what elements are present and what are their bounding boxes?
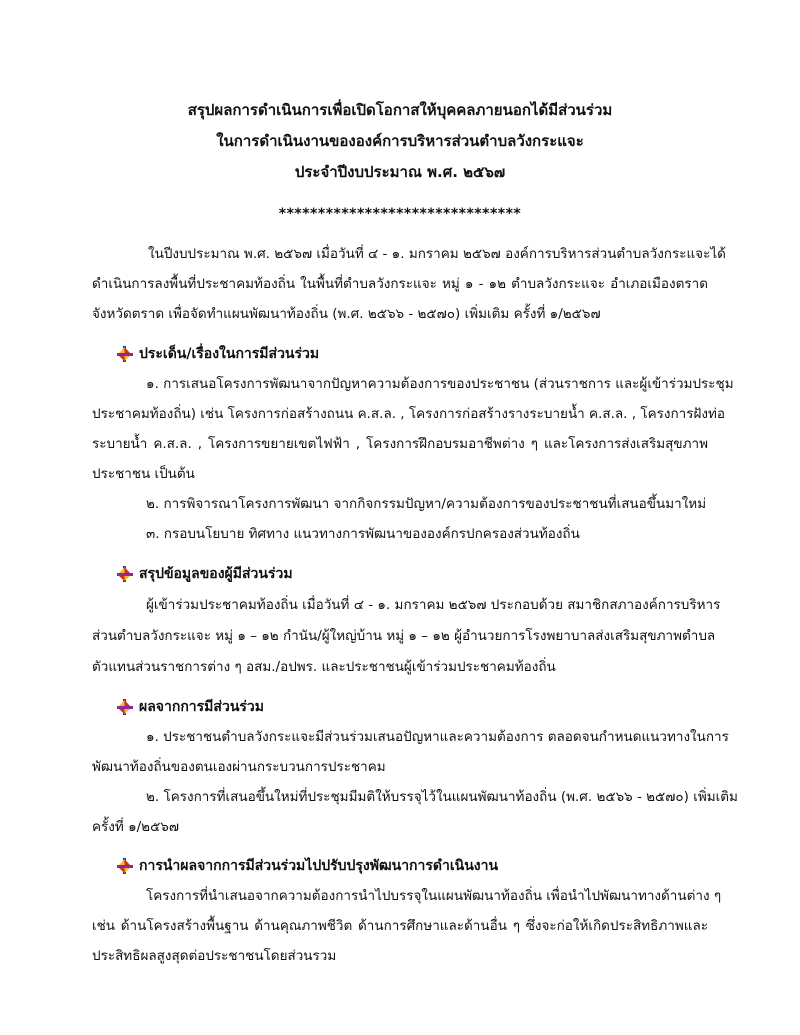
bullet-icon (116, 565, 134, 583)
section-2-heading (116, 564, 293, 584)
section-3-item-2-line-1: ๒. โครงการที่เสนอขึ้นใหม่ที่ประชุมมีมติให้บรรจุไว้ในแผนพัฒนาท้องถิ่น (พ.ศ. ๒๕๖๖ - ๒๕๗๐) เพิ่มเติม (146, 789, 738, 805)
section-2-line-1: ผู้เข้าร่วมประชาคมท้องถิ่น เมื่อวันที่ ๔ - ๑. มกราคม ๒๕๖๗ ประกอบด้วย สมาชิกสภาองค์การบริหาร (146, 597, 721, 613)
section-1-heading (116, 344, 319, 364)
section-1-item-1-line-3: ระบายน้ำ ค.ส.ล. , โครงการขยายเขตไฟฟ้า , โครงการฝึกอบรมอาชีพต่าง ๆ และโครงการส่งเสริมสุขภาพ (92, 436, 708, 452)
section-1-heading-text: ประเด็น/เรื่องในการมีส่วนร่วม (139, 346, 320, 362)
section-4-line-3: ประสิทธิผลสูงสุดต่อประชาชนโดยส่วนรวม (92, 948, 337, 964)
section-4-heading-text: การนำผลจากการมีส่วนร่วมไปปรับปรุงพัฒนาการดำเนินงาน (139, 858, 499, 874)
bullet-icon (116, 698, 134, 716)
title-divider: ******************************* (278, 206, 522, 222)
section-4-line-2: เช่น ด้านโครงสร้างพื้นฐาน ด้านคุณภาพชีวิต ด้านการศึกษาและด้านอื่น ๆ ซึ่งจะก่อให้เกิดประสิทธิภาพและ (92, 918, 708, 934)
intro-line-1: ในปีงบประมาณ พ.ศ. ๒๕๖๗ เมื่อวันที่ ๔ - ๑. มกราคม ๒๕๖๗ องค์การบริหารส่วนตำบลวังกระแจะได้ (148, 246, 726, 262)
bullet-icon (116, 345, 134, 363)
section-2-line-2: ส่วนตำบลวังกระแจะ หมู่ ๑ – ๑๒ กำนัน/ผู้ใหญ่บ้าน หมู่ ๑ – ๑๒ ผู้อำนวยการโรงพยาบาลส่งเสริมสุขภาพตำบล (92, 628, 716, 644)
document-title-line-2: ในการดำเนินงานขององค์การบริหารส่วนตำบลวังกระแจะ (216, 132, 584, 150)
bullet-icon (116, 857, 134, 875)
document-title-line-3: ประจำปีงบประมาณ พ.ศ. ๒๕๖๗ (294, 163, 506, 181)
intro-line-3: จังหวัดตราด เพื่อจัดทำแผนพัฒนาท้องถิ่น (พ.ศ. ๒๕๖๖ - ๒๕๗๐) เพิ่มเติม ครั้งที่ ๑/๒๕๖๗ (92, 306, 601, 322)
section-2-line-3: ตัวแทนส่วนราชการต่าง ๆ อสม./อปพร. และประชาชนผู้เข้าร่วมประชาคมท้องถิ่น (92, 659, 556, 675)
section-1-item-1-line-2: ประชาคมท้องถิ่น) เช่น โครงการก่อสร้างถนน ค.ส.ล. , โครงการก่อสร้างรางระบายน้ำ ค.ส.ล. , โครงการฝังท่อ (92, 406, 725, 422)
section-4-line-1: โครงการที่นำเสนอจากความต้องการนำไปบรรจุในแผนพัฒนาท้องถิ่น เพื่อนำไปพัฒนาทางด้านต่าง ๆ (146, 888, 722, 904)
intro-line-2: ดำเนินการลงพื้นที่ประชาคมท้องถิ่น ในพื้นที่ตำบลวังกระแจะ หมู่ ๑ - ๑๒ ตำบลวังกระแจะ อำเภอเมืองตราด (92, 276, 708, 292)
section-4-heading (116, 856, 498, 876)
section-3-item-2-line-2: ครั้งที่ ๑/๒๕๖๗ (92, 819, 180, 835)
section-3-item-1-line-2: พัฒนาท้องถิ่นของตนเองผ่านกระบวนการประชาคม (92, 759, 386, 775)
section-1-item-1-line-4: ประชาชน เป็นต้น (92, 466, 195, 482)
section-3-item-1-line-1: ๑. ประชาชนตำบลวังกระแจะมีส่วนร่วมเสนอปัญหาและความต้องการ ตลอดจนกำหนดแนวทางในการ (146, 729, 729, 745)
document-title-line-1: สรุปผลการดำเนินการเพื่อเปิดโอกาสให้บุคคลภายนอกได้มีส่วนร่วม (187, 101, 613, 119)
section-1-item-2: ๒. การพิจารณาโครงการพัฒนา จากกิจกรรมปัญหา/ความต้องการของประชาชนที่เสนอขึ้นมาใหม่ (146, 496, 707, 512)
section-1-item-1-line-1: ๑. การเสนอโครงการพัฒนาจากปัญหาความต้องการของประชาชน (ส่วนราชการ และผู้เข้าร่วมประชุม (146, 376, 734, 392)
section-3-heading-text: ผลจากการมีส่วนร่วม (139, 699, 264, 715)
section-2-heading-text: สรุปข้อมูลของผู้มีส่วนร่วม (139, 566, 293, 582)
section-3-heading (116, 697, 264, 717)
section-1-item-3: ๓. กรอบนโยบาย ทิศทาง แนวทางการพัฒนาขององค์กรปกครองส่วนท้องถิ่น (146, 526, 580, 542)
